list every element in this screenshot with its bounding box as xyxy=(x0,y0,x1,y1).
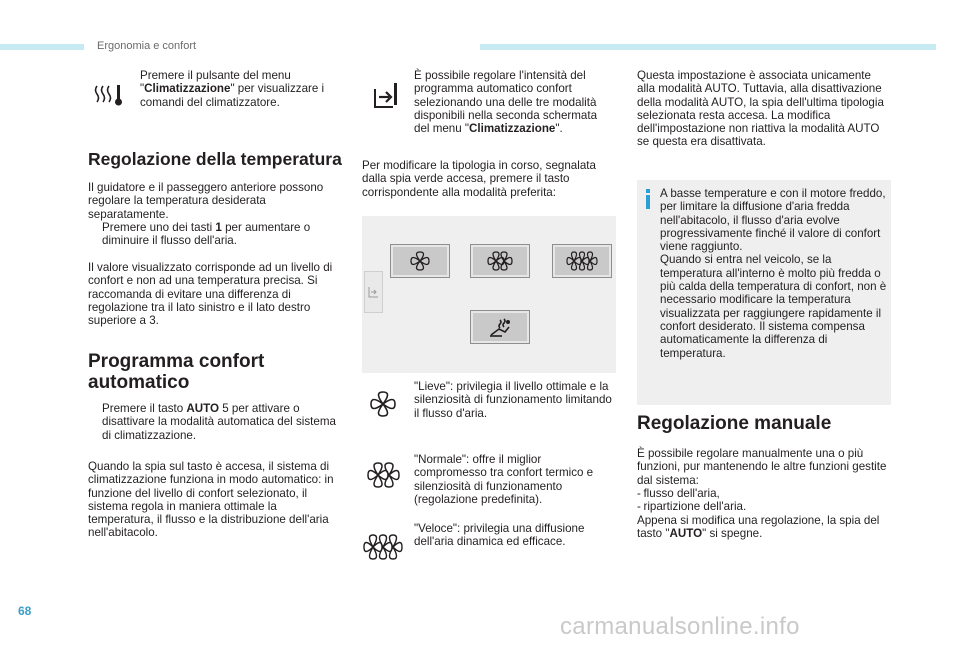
temp-paragraph-2: Il valore visualizzato corrisponde ad un livello di confort e non ad una temperatura precisa. Si raccomanda di evitare una differenza di regolazione tra il lato sinistro e il lato destro superiore a 3. xyxy=(88,261,333,328)
mode-button-soft[interactable] xyxy=(390,244,450,278)
header-title: Ergonomia e confort xyxy=(97,40,197,52)
program-bullet-1: Premere il tasto AUTO 5 per attivare o disattivare la modalità automatica del sistema di climatizzazione. xyxy=(102,402,336,442)
program-paragraph-1: Quando la spia sul tasto è accesa, il sistema di climatizzazione funziona in modo automatico: in funzione del livello di confort selezionato, il sistema regola in maniera ottimale la temperatura, il flusso e la distribuzione dell'aria nell'abitacolo. xyxy=(88,460,334,540)
manual-paragraph-1: È possibile regolare manualmente una o più funzioni, pur mantenendo le altre funzioni gestite dal sistema: - flusso dell'aria, - ripartizione dell'aria. xyxy=(637,447,887,514)
heading-program: Programma confort automatico xyxy=(88,351,265,393)
watermark: carmanualsonline.info xyxy=(560,613,800,640)
mode-button-normal[interactable] xyxy=(470,244,530,278)
heading-manual: Regolazione manuale xyxy=(637,413,832,434)
col1-intro: Premere il pulsante del menu "Climatizzazione" per visualizzare i comandi del climatizzatore. xyxy=(140,69,325,109)
climate-menu-icon xyxy=(92,82,128,108)
col3-paragraph-1: Questa impostazione è associata unicamente alla modalità AUTO. Tuttavia, alla disattivazione della modalità AUTO, la spia dell'ultima tipologia selezionata resta accesa. La modifica dell'impostazione non riattiva la modalità AUTO se questa era disattivata. xyxy=(637,69,884,149)
fan-three-icon xyxy=(363,532,405,562)
mode-normal-text: "Normale": offre il miglior compromesso tra confort termico e silenziosità di funzionamento (regolazione predefinita). xyxy=(414,453,594,506)
info-note-text: A basse temperature e con il motore freddo, per limitare la diffusione d'aria fredda nell'abitacolo, il flusso d'aria evolve progressivamente finché il valore di confort viene raggiunto. Quando si entra nel veicolo, se la temperatura all'interno è molto più fredda o più calda della temperatura di confort, non è necessario modificare la temperatura visualizzata per raggiungere rapidamente il confort desiderato. Il sistema compensa automaticamente la differenza di temperatura. xyxy=(660,187,887,360)
fan-two-icon xyxy=(366,460,402,490)
mode-soft-text: "Lieve": privilegia il livello ottimale e la silenziosità di funzionamento limitando il flusso d'aria. xyxy=(414,380,612,420)
info-note xyxy=(637,180,891,405)
page-number: 68 xyxy=(18,604,32,618)
mode-button-auto-seat[interactable] xyxy=(470,310,530,344)
col2-intro: È possibile regolare l'intensità del programma automatico confort selezionando una delle tre modalità disponibili nella seconda schermata del menu "Climatizzazione". xyxy=(414,69,598,136)
temp-bullet-1: Premere uno dei tasti 1 per aumentare o diminuire il flusso dell'aria. xyxy=(102,221,311,248)
col2-paragraph-1: Per modificare la tipologia in corso, segnalata dalla spia verde accesa, premere il tasto corrispondente alla modalità preferita: xyxy=(362,159,596,199)
mode-button-fast[interactable] xyxy=(552,244,612,278)
info-icon xyxy=(645,189,651,209)
fan-one-icon xyxy=(368,389,398,419)
heading-temperature: Regolazione della temperatura xyxy=(88,149,342,169)
header-bar-left xyxy=(0,44,84,50)
manual-paragraph-2: Appena si modifica una regolazione, la spia del tasto "AUTO" si spegne. xyxy=(637,514,880,541)
temp-paragraph-1: Il guidatore e il passeggero anteriore possono regolare la temperatura desiderata separatamente. xyxy=(88,181,324,221)
page-enter-icon xyxy=(372,80,402,110)
header-bar xyxy=(480,44,936,50)
side-tab xyxy=(364,271,383,313)
mode-fast-text: "Veloce": privilegia una diffusione dell'aria dinamica ed efficace. xyxy=(414,522,585,549)
comfort-modes-screen xyxy=(362,216,616,373)
